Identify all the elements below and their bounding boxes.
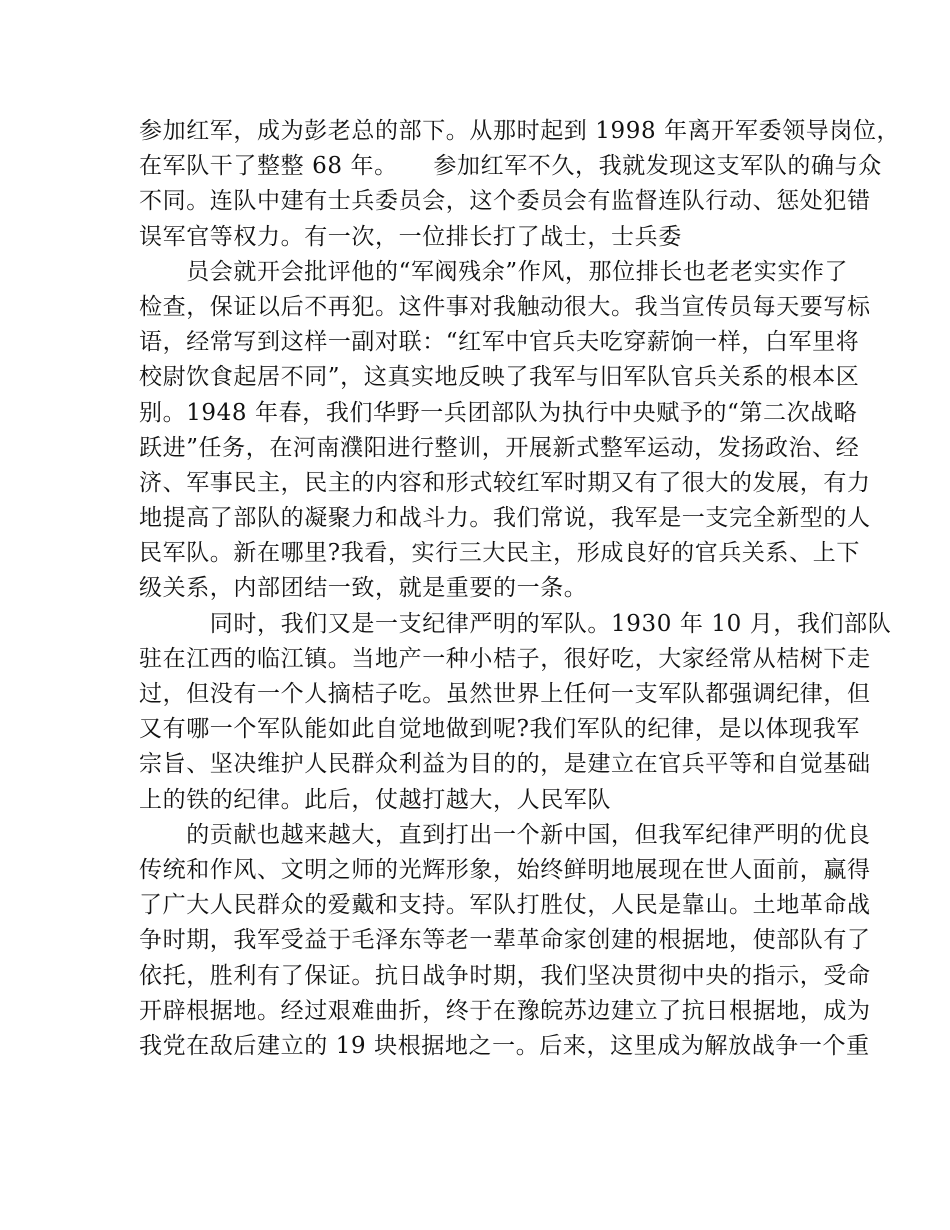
text-line: 宗旨、坚决维护人民群众利益为目的的，是建立在官兵平等和自觉基础 xyxy=(139,751,871,778)
text-line: 我党在敌后建立的 19 块根据地之一。后来，这里成为解放战争一个重 xyxy=(139,1032,870,1059)
text-line: 民军队。新在哪里?我看，实行三大民主，形成良好的官兵关系、上下 xyxy=(139,540,860,567)
text-line: 的贡献也越来越大，直到打出一个新中国，但我军纪律严明的优良 xyxy=(139,821,871,848)
text-line: 检查，保证以后不再犯。这件事对我触动很大。我当宣传员每天要写标 xyxy=(139,293,871,320)
text-line: 在军队干了整整 68 年。 参加红军不久，我就发现这支军队的确与众 xyxy=(139,153,882,180)
text-line: 开辟根据地。经过艰难曲折，终于在豫皖苏边建立了抗日根据地，成为 xyxy=(139,997,871,1024)
text-line: 又有哪一个军队能如此自觉地做到呢?我们军队的纪律，是以体现我军 xyxy=(139,716,860,743)
text-line: 不同。连队中建有士兵委员会，这个委员会有监督连队行动、惩处犯错 xyxy=(139,188,871,215)
text-line: 别。1948 年春，我们华野一兵团部队为执行中央赋予的“第二次战略 xyxy=(139,399,858,426)
text-line: 跃进”任务，在河南濮阳进行整训，开展新式整军运动，发扬政治、经 xyxy=(139,434,860,461)
text-line: 同时，我们又是一支纪律严明的军队。1930 年 10 月，我们部队 xyxy=(139,610,892,637)
text-line: 语，经常写到这样一副对联：“红军中官兵夫吃穿薪饷一样，白军里将 xyxy=(139,329,860,356)
text-line: 了广大人民群众的爱戴和支持。军队打胜仗，人民是靠山。土地革命战 xyxy=(139,892,871,919)
text-line: 过，但没有一个人摘桔子吃。虽然世界上任何一支军队都强调纪律，但 xyxy=(139,681,871,707)
text-line: 校尉饮食起居不同”，这真实地反映了我军与旧军队官兵关系的根本区 xyxy=(139,364,860,391)
text-line: 争时期，我军受益于毛泽东等老一辈革命家创建的根据地，使部队有了 xyxy=(139,927,871,954)
text-line: 济、军事民主，民主的内容和形式较红军时期又有了很大的发展，有力 xyxy=(139,469,871,496)
text-line: 级关系，内部团结一致，就是重要的一条。 xyxy=(139,575,588,602)
text-line: 传统和作风、文明之师的光辉形象，始终鲜明地展现在世人面前，赢得 xyxy=(139,856,871,883)
text-line: 员会就开会批评他的“军阀残余”作风，那位排长也老老实实作了 xyxy=(139,258,849,285)
text-line: 参加红军，成为彭老总的部下。从那时起到 1998 年离开军委领导岗位， xyxy=(139,118,901,144)
text-line: 误军官等权力。有一次，一位排长打了战士，士兵委 xyxy=(139,223,682,250)
text-line: 依托，胜利有了保证。抗日战争时期，我们坚决贯彻中央的指示，受命 xyxy=(139,962,871,989)
body-text xyxy=(139,114,901,1064)
text-line: 上的铁的纪律。此后，仗越打越大，人民军队 xyxy=(139,786,611,813)
text-line: 地提高了部队的凝聚力和战斗力。我们常说，我军是一支完全新型的人 xyxy=(139,505,871,532)
text-line: 驻在江西的临江镇。当地产一种小桔子，很好吃，大家经常从桔树下走 xyxy=(139,645,871,672)
